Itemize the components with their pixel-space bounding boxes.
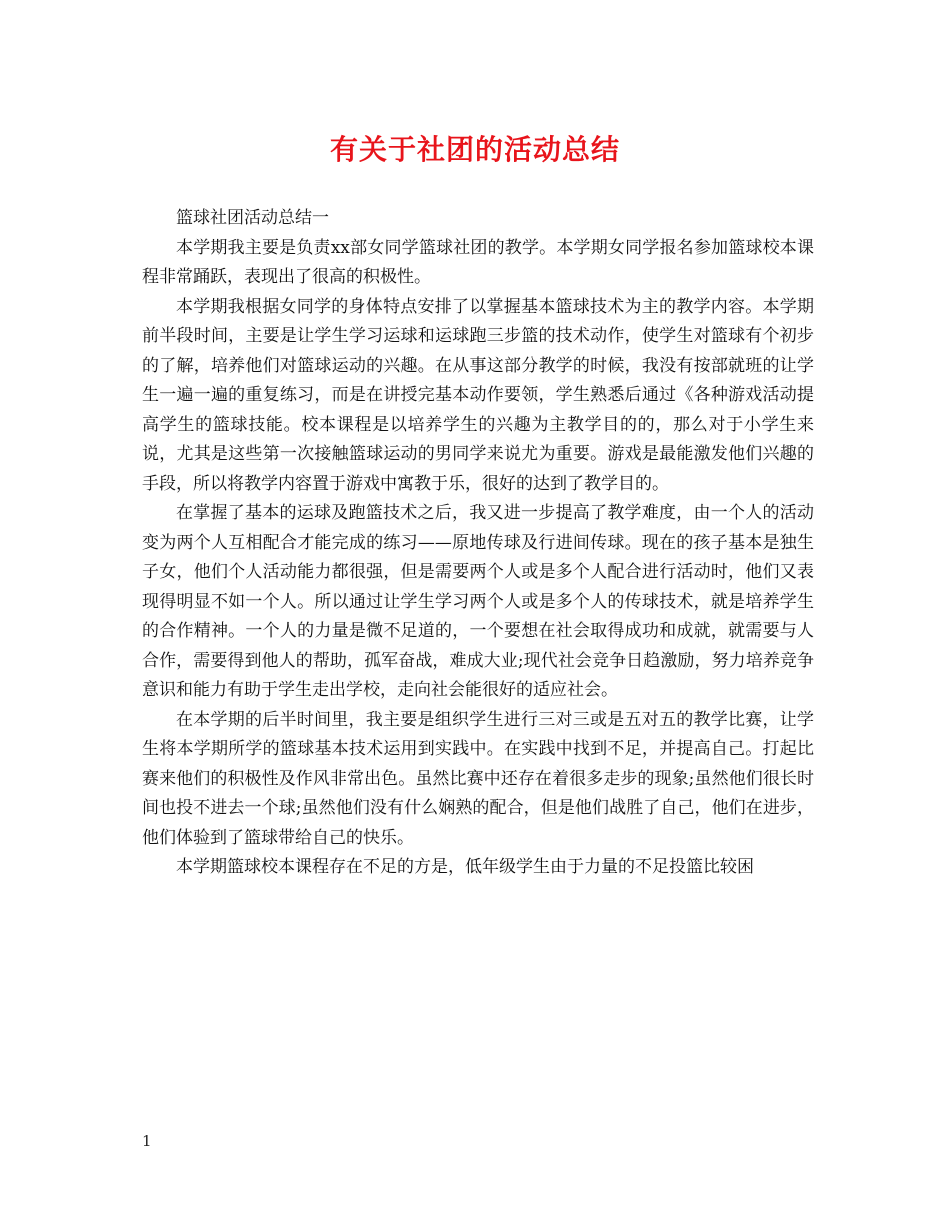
paragraph: 本学期我根据女同学的身体特点安排了以掌握基本篮球技术为主的教学内容。本学期前半段时间，主要是让学生学习运球和运球跑三步篮的技术动作，使学生对篮球有个初步的了解，培养他们对篮球运动的兴趣。在从事这部分教学的时候，我没有按部就班的让学生一遍一遍的重复练习，而是在讲授完基本动作要领，学生熟悉后通过《各种游戏活动提高学生的篮球技能。校本课程是以培养学生的兴趣为主教学目的的，那么对于小学生来说，尤其是这些第一次接触篮球运动的男同学来说尤为重要。游戏是最能激发他们兴趣的手段，所以将教学内容置于游戏中寓教于乐，很好的达到了教学目的。 [142, 296, 814, 494]
section-heading: 篮球社团活动总结一 [176, 208, 329, 228]
document-title: 有关于社团的活动总结 [329, 133, 620, 166]
paragraph: 本学期篮球校本课程存在不足的方是，低年级学生由于力量的不足投篮比较困 [176, 857, 754, 877]
paragraph: 在掌握了基本的运球及跑篮技术之后，我又进一步提高了教学难度，由一个人的活动变为两个人互相配合才能完成的练习——原地传球及行进间传球。现在的孩子基本是独生子女，他们个人活动能力都很强，但是需要两个人或是多个人配合进行活动时，他们又表现得明显不如一个人。所以通过让学生学习两个人或是多个人的传球技术，就是培养学生的合作精神。一个人的力量是微不足道的，一个要想在社会取得成功和成就，就需要与人合作，需要得到他人的帮助，孤军奋战，难成大业;现代社会竞争日趋激励，努力培养竞争意识和能力有助于学生走出学校，走向社会能很好的适应社会。 [142, 503, 814, 700]
page-number: 1 [142, 1132, 152, 1150]
paragraph: 本学期我主要是负责xx部女同学篮球社团的教学。本学期女同学报名参加篮球校本课程非常踊跃，表现出了很高的积极性。 [142, 237, 814, 287]
paragraph: 在本学期的后半时间里，我主要是组织学生进行三对三或是五对五的教学比赛，让学生将本学期所学的篮球基本技术运用到实践中。在实践中找到不足，并提高自己。打起比赛来他们的积极性及作风非常出色。虽然比赛中还存在着很多走步的现象;虽然他们很长时间也投不进去一个球;虽然他们没有什么娴熟的配合，但是他们战胜了自己，他们在进步，他们体验到了篮球带给自己的快乐。 [142, 709, 814, 848]
document-body [142, 204, 814, 883]
